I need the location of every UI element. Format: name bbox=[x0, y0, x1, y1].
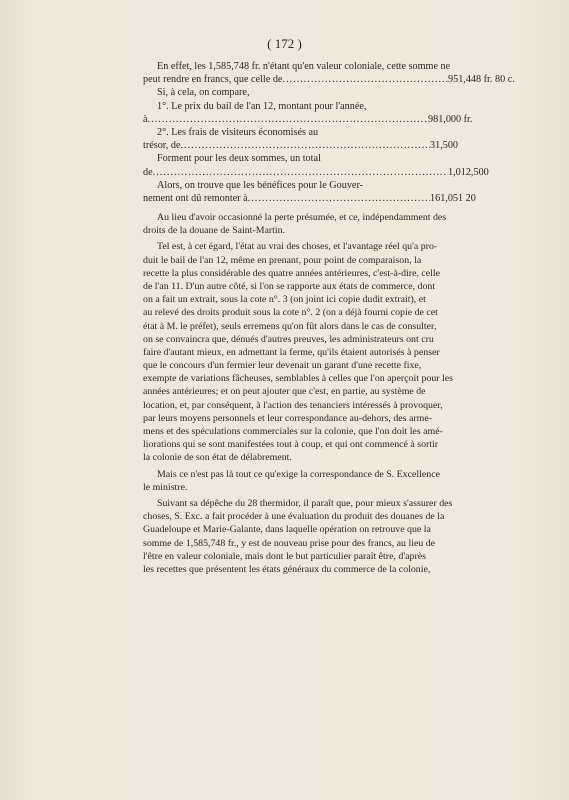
text-line: faire d'autant mieux, en admettant la ferme, qu'ils étaient autorisés à penser bbox=[143, 346, 440, 358]
dot-leader bbox=[153, 166, 448, 179]
text-line: on a fait un extrait, sous la cote n°. 3 (on joint ici copie dudit extrait), et bbox=[143, 294, 426, 306]
line-label: nement ont dû remonter à bbox=[143, 192, 248, 204]
leader-line bbox=[143, 166, 518, 179]
text-line: par leurs moyens personnels et leur correspondance au-dehors, des arme- bbox=[143, 412, 433, 424]
body-text bbox=[143, 211, 519, 579]
leader-line bbox=[143, 73, 518, 86]
text-line: Guadeloupe et Marie-Galante, dans laquelle opération on retrouve que la bbox=[143, 524, 431, 536]
text-line: années antérieures; et on peut ajouter que c'est, en partie, au système de bbox=[143, 386, 426, 398]
paragraph bbox=[143, 211, 519, 237]
line-label: peut rendre en francs, que celle de bbox=[143, 74, 283, 86]
text-line: 2°. Les frais de visiteurs économisés au bbox=[157, 126, 319, 138]
dot-leader bbox=[148, 113, 428, 126]
leader-line bbox=[143, 139, 518, 152]
text-line: liorations qui se sont manifestées tout à coup, et qui ont commencé à sortir bbox=[143, 439, 439, 451]
text-line: au relevé des droits produit sous la cote n°. 2 (on a déjà fourni copie de cet bbox=[143, 307, 438, 319]
text-line: on se convaincra que, dénués d'autres preuves, les administrateurs ont cru bbox=[143, 333, 434, 345]
text-line: En effet, les 1,585,748 fr. n'étant qu'en valeur coloniale, cette somme ne bbox=[157, 61, 451, 72]
text-line: de l'an 11. D'un autre côté, si l'on se rapporte aux états de commerce, dont bbox=[143, 280, 436, 292]
paragraph bbox=[143, 468, 519, 494]
text-line: les recettes que présentent les états généraux du commerce de la colonie, bbox=[143, 563, 431, 575]
accounting-block bbox=[143, 60, 518, 205]
dot-leader bbox=[282, 73, 448, 86]
text-line: exempte de variations fâcheuses, semblables à celles que l'on aperçoit pour les bbox=[143, 373, 453, 385]
text-line: choses, S. Exc. a fait procéder à une évaluation du produit des douanes de la bbox=[143, 511, 445, 523]
text-line: 1°. Le prix du bail de l'an 12, montant pour l'année, bbox=[157, 100, 367, 112]
text-line: Alors, on trouve que les bénéfices pour le Gouver- bbox=[157, 179, 364, 191]
leader-line bbox=[143, 192, 518, 205]
text-line: duit le bail de l'an 12, même en prenant, pour point de comparaison, la bbox=[143, 254, 422, 266]
text-line: l'être en valeur coloniale, mais dont le but particulier paraît être, d'après bbox=[143, 550, 426, 562]
line-value: 1,012,500 bbox=[448, 166, 489, 178]
text-line: Tel est, à cet égard, l'état au vrai des choses, et l'avantage réel qu'a pro- bbox=[157, 241, 438, 253]
dot-leader bbox=[248, 192, 430, 205]
text-line: recette la plus considérable des quatre années antérieures, c'est-à-dire, celle bbox=[143, 267, 441, 279]
line-value: 981,000 fr. bbox=[428, 113, 473, 125]
text-line: que le concours d'un fermier leur devenait un garant d'une recette fixe, bbox=[143, 360, 422, 372]
line-label: trésor, de bbox=[143, 140, 181, 152]
line-label: à bbox=[143, 113, 148, 125]
text-line: Forment pour les deux sommes, un total bbox=[157, 153, 321, 165]
text-line: Mais ce n'est pas là tout ce qu'exige la correspondance de S. Excellence bbox=[157, 468, 440, 480]
page-number: ( 172 ) bbox=[267, 36, 302, 51]
text-line: Si, à cela, on compare, bbox=[157, 87, 250, 99]
line-value: 951,448 fr. 80 c. bbox=[448, 74, 515, 86]
text-line: le ministre. bbox=[143, 481, 188, 493]
text-line: location, et, par conséquent, à l'action des tenanciers intéressés à provoquer, bbox=[143, 399, 443, 411]
leader-line bbox=[143, 113, 518, 126]
paragraph bbox=[143, 497, 519, 576]
text-line: somme de 1,585,748 fr., y est de nouveau prise pour des francs, au lieu de bbox=[143, 537, 436, 549]
line-value: 161,051 20 bbox=[430, 192, 476, 204]
text-line: droits de la douane de Saint-Martin. bbox=[143, 225, 286, 237]
line-value: 31,500 bbox=[430, 140, 459, 152]
text-line: Suivant sa dépêche du 28 thermidor, il paraît que, pour mieux s'assurer des bbox=[157, 497, 453, 509]
line-label: de bbox=[143, 166, 153, 178]
text-line: mens et des spéculations commerciales sur la colonie, que l'on doit les amé- bbox=[143, 426, 443, 437]
text-line: état à M. le préfet), seuls erremens qu'on fût alors dans le cas de consulter, bbox=[143, 320, 437, 332]
text-line: la colonie de son état de délabrement. bbox=[143, 452, 292, 464]
dot-leader bbox=[181, 139, 431, 152]
paragraph bbox=[143, 240, 519, 464]
text-line: Au lieu d'avoir occasionné la perte présumée, et ce, indépendamment des bbox=[157, 212, 447, 223]
